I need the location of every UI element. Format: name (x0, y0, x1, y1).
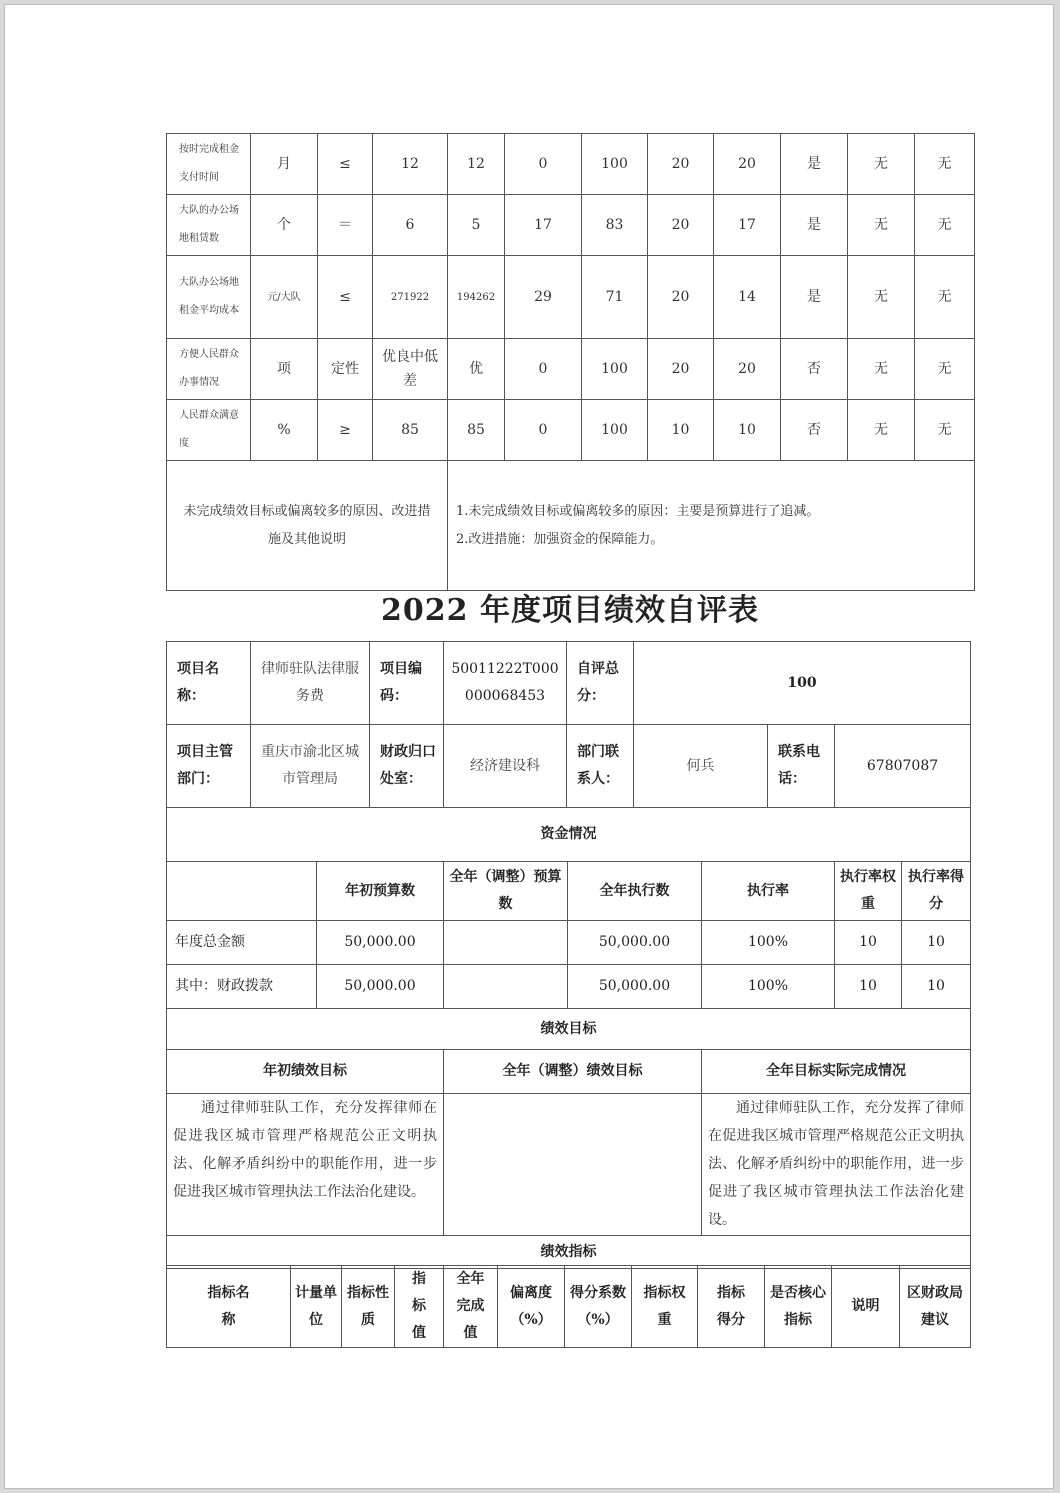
unit-cell: 元/大队 (251, 256, 318, 339)
indicator-col-header: 说明 (832, 1266, 900, 1348)
goals-col-header: 全年（调整）绩效目标 (444, 1050, 702, 1094)
indicator-col-header: 是否核心指标 (765, 1266, 832, 1348)
table-header-row (167, 1050, 971, 1094)
project-info-table (166, 641, 971, 808)
score-cell: 10 (714, 400, 781, 461)
table-row (167, 725, 971, 808)
value-cell: 6 (373, 195, 448, 256)
funds-cell: 50,000.00 (568, 965, 702, 1009)
table-row (167, 339, 975, 400)
table-row (167, 134, 975, 195)
core-cell: 否 (781, 400, 848, 461)
funds-col-header (167, 862, 317, 921)
indicator-col-header: 计量单位 (291, 1266, 342, 1348)
funds-col-header: 全年执行数 (568, 862, 702, 921)
funds-cell (444, 965, 568, 1009)
funds-cell: 100% (702, 921, 835, 965)
goal-adjusted (444, 1094, 702, 1236)
goal-actual: 通过律师驻队工作，充分发挥了律师在促进我区城市管理严格规范公正文明执法、化解矛盾纠纷中的职能作用，进一步促进了我区城市管理执法工作法治化建设。 (702, 1094, 971, 1236)
note-cell: 无 (848, 195, 915, 256)
contact-value: 何兵 (634, 725, 768, 808)
nature-cell: 定性 (318, 339, 373, 400)
actual-cell: 12 (448, 134, 505, 195)
goals-section-header: 绩效目标 (167, 1009, 971, 1050)
nature-cell: ≤ (318, 134, 373, 195)
goals-col-header: 年初绩效目标 (167, 1050, 444, 1094)
actual-cell: 5 (448, 195, 505, 256)
funds-col-header: 执行率 (702, 862, 835, 921)
core-cell: 是 (781, 195, 848, 256)
deviation-cell: 0 (505, 134, 582, 195)
indicators-continuation-table (166, 133, 975, 591)
funds-col-header: 执行率得分 (902, 862, 971, 921)
indicator-col-header: 指标名称 (167, 1266, 291, 1348)
coef-cell: 100 (582, 134, 648, 195)
indicators-section-header: 绩效指标 (167, 1236, 971, 1269)
indicator-col-header: 指标性质 (342, 1266, 395, 1348)
weight-cell: 20 (648, 339, 714, 400)
advice-cell: 无 (915, 134, 975, 195)
value-cell: 优良中低差 (373, 339, 448, 400)
phone-value: 67807087 (835, 725, 971, 808)
section-header-row (167, 1009, 971, 1050)
project-code-label: 项目编码： (370, 642, 444, 725)
funds-cell: 50,000.00 (317, 965, 444, 1009)
actual-cell: 优 (448, 339, 505, 400)
funds-cell: 10 (902, 965, 971, 1009)
funds-cell: 10 (835, 921, 902, 965)
indicator-name: 方便人民群众办事情况 (167, 339, 251, 400)
table-header-row (167, 1266, 971, 1348)
notes-label: 未完成绩效目标或偏离较多的原因、改进措施及其他说明 (167, 461, 448, 591)
weight-cell: 20 (648, 195, 714, 256)
advice-cell: 无 (915, 400, 975, 461)
funds-cell: 50,000.00 (568, 921, 702, 965)
goals-col-header: 全年目标实际完成情况 (702, 1050, 971, 1094)
table-row (167, 965, 971, 1009)
phone-label: 联系电话： (768, 725, 835, 808)
indicator-col-header: 区财政局建议 (900, 1266, 971, 1348)
score-cell: 17 (714, 195, 781, 256)
indicator-name: 人民群众满意度 (167, 400, 251, 461)
document-page (4, 4, 1054, 1489)
weight-cell: 20 (648, 256, 714, 339)
deviation-cell: 29 (505, 256, 582, 339)
weight-cell: 20 (648, 134, 714, 195)
note-cell: 无 (848, 256, 915, 339)
actual-cell: 85 (448, 400, 505, 461)
funds-cell: 100% (702, 965, 835, 1009)
indicator-col-header: 指标权重 (632, 1266, 698, 1348)
advice-cell: 无 (915, 195, 975, 256)
core-cell: 是 (781, 256, 848, 339)
nature-cell: ≤ (318, 256, 373, 339)
unit-cell: 个 (251, 195, 318, 256)
indicator-col-header: 得分系数（%） (565, 1266, 632, 1348)
note-cell: 无 (848, 134, 915, 195)
funds-cell: 50,000.00 (317, 921, 444, 965)
table-row (167, 195, 975, 256)
section-header-row (167, 1236, 971, 1269)
nature-cell: ≥ (318, 400, 373, 461)
funds-goals-table (166, 807, 971, 1269)
dept-value: 重庆市渝北区城市管理局 (251, 725, 370, 808)
deviation-cell: 0 (505, 339, 582, 400)
indicator-col-header: 指标值 (395, 1266, 444, 1348)
deviation-cell: 17 (505, 195, 582, 256)
table-row (167, 256, 975, 339)
notes-line-1: 1.未完成绩效目标或偏离较多的原因：主要是预算进行了追减。 (456, 503, 820, 519)
goal-initial: 通过律师驻队工作，充分发挥律师在促进我区城市管理严格规范公正文明执法、化解矛盾纠纷中的职能作用，进一步促进我区城市管理执法工作法治化建设。 (167, 1094, 444, 1236)
core-cell: 是 (781, 134, 848, 195)
office-label: 财政归口处室： (370, 725, 444, 808)
coef-cell: 83 (582, 195, 648, 256)
self-score-label: 自评总分： (567, 642, 634, 725)
deviation-cell: 0 (505, 400, 582, 461)
indicator-col-header: 偏离度（%） (498, 1266, 565, 1348)
funds-col-header: 年初预算数 (317, 862, 444, 921)
project-name-value: 律师驻队法律服务费 (251, 642, 370, 725)
page-title: 2022 年度项目绩效自评表 (381, 593, 759, 628)
notes-content (448, 461, 975, 591)
funds-col-header: 全年（调整）预算数 (444, 862, 568, 921)
dept-label: 项目主管部门： (167, 725, 251, 808)
indicator-name: 按时完成租金支付时间 (167, 134, 251, 195)
note-cell: 无 (848, 339, 915, 400)
table-row (167, 400, 975, 461)
funds-row-label: 其中：财政拨款 (167, 965, 317, 1009)
indicators-header-table (166, 1265, 971, 1348)
contact-label: 部门联系人： (567, 725, 634, 808)
project-name-label: 项目名称： (167, 642, 251, 725)
advice-cell: 无 (915, 339, 975, 400)
unit-cell: % (251, 400, 318, 461)
table-row (167, 1094, 971, 1236)
funds-section-header: 资金情况 (167, 808, 971, 862)
nature-cell: ＝ (318, 195, 373, 256)
value-cell: 85 (373, 400, 448, 461)
funds-cell (444, 921, 568, 965)
coef-cell: 100 (582, 400, 648, 461)
score-cell: 14 (714, 256, 781, 339)
indicator-col-header: 全年完成值 (444, 1266, 498, 1348)
indicator-col-header: 指标得分 (698, 1266, 765, 1348)
coef-cell: 71 (582, 256, 648, 339)
score-cell: 20 (714, 339, 781, 400)
funds-cell: 10 (902, 921, 971, 965)
notes-line-2: 2.改进措施：加强资金的保障能力。 (456, 531, 664, 547)
value-cell: 12 (373, 134, 448, 195)
funds-cell: 10 (835, 965, 902, 1009)
table-row (167, 642, 971, 725)
section-header-row (167, 808, 971, 862)
actual-cell: 194262 (448, 256, 505, 339)
notes-row (167, 461, 975, 591)
project-code-value: 50011222T000000068453 (444, 642, 567, 725)
table-header-row (167, 862, 971, 921)
note-cell: 无 (848, 400, 915, 461)
weight-cell: 10 (648, 400, 714, 461)
self-score-value: 100 (634, 642, 971, 725)
indicator-name: 大队的办公场地租赁数 (167, 195, 251, 256)
funds-col-header: 执行率权重 (835, 862, 902, 921)
office-value: 经济建设科 (444, 725, 567, 808)
core-cell: 否 (781, 339, 848, 400)
value-cell: 271922 (373, 256, 448, 339)
indicator-name: 大队办公场地租金平均成本 (167, 256, 251, 339)
funds-row-label: 年度总金额 (167, 921, 317, 965)
advice-cell: 无 (915, 256, 975, 339)
unit-cell: 月 (251, 134, 318, 195)
score-cell: 20 (714, 134, 781, 195)
coef-cell: 100 (582, 339, 648, 400)
unit-cell: 项 (251, 339, 318, 400)
table-row (167, 921, 971, 965)
